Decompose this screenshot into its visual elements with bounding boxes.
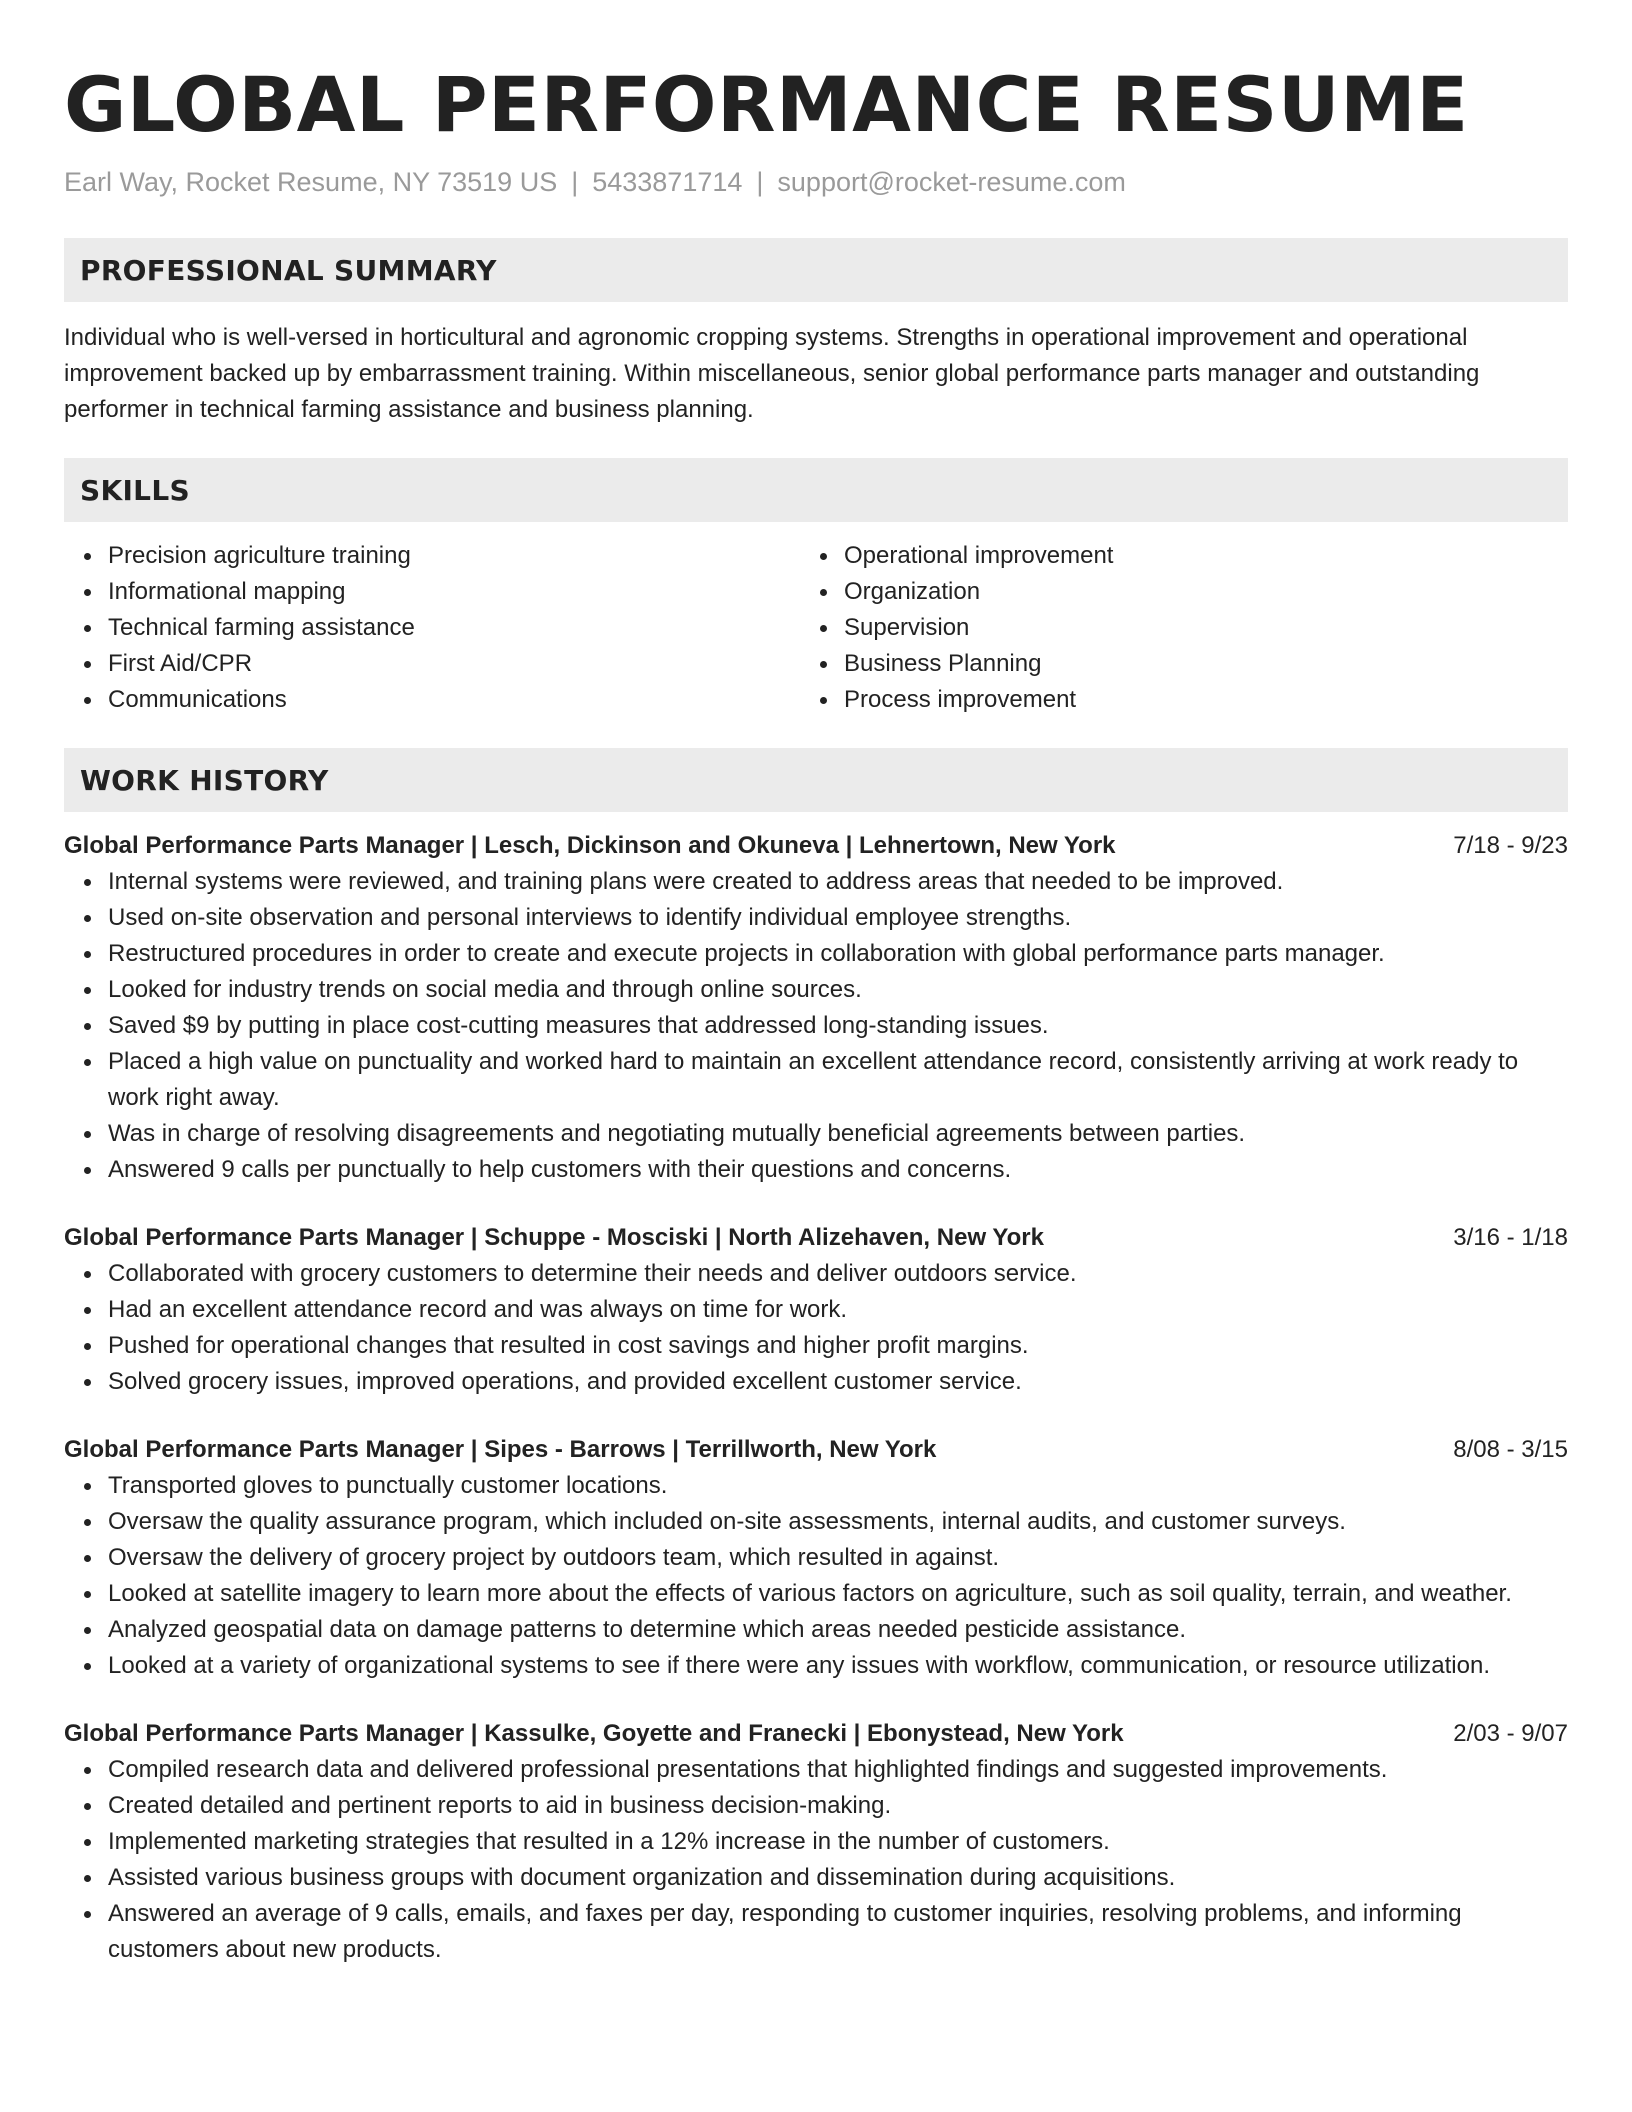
contact-phone: 5433871714 [592,167,743,197]
work-heading: WORK HISTORY [80,763,329,797]
job-entry [64,828,1568,1188]
job-dates: 7/18 - 9/23 [1453,832,1568,859]
job-header [64,1220,1568,1256]
job-dates: 8/08 - 3/15 [1453,1436,1568,1463]
job-bullet: Oversaw the delivery of grocery project by outdoors team, which resulted in against. [108,1540,1568,1576]
job-title: Global Performance Parts Manager | Kassulke, Goyette and Franecki | Ebonystead, New York [64,1720,1124,1747]
skill-item: First Aid/CPR [108,646,800,682]
job-bullets [64,1256,1568,1400]
resume-title: GLOBAL PERFORMANCE RESUME [64,60,1469,149]
job-bullet: Looked at a variety of organizational systems to see if there were any issues with workflow, communication, or resource utilization. [108,1648,1568,1684]
job-bullet: Transported gloves to punctually customer locations. [108,1468,1568,1504]
skills-section-header [64,458,1568,522]
job-bullet: Looked for industry trends on social media and through online sources. [108,972,1568,1008]
job-bullets [64,1468,1568,1684]
skill-item: Supervision [844,610,1536,646]
job-dates: 3/16 - 1/18 [1453,1224,1568,1251]
skill-item: Business Planning [844,646,1536,682]
skill-item: Process improvement [844,682,1536,718]
skill-item: Precision agriculture training [108,538,800,574]
job-bullets [64,864,1568,1188]
job-entry [64,1432,1568,1684]
job-bullet: Pushed for operational changes that resulted in cost savings and higher profit margins. [108,1328,1568,1364]
job-bullet: Restructured procedures in order to create and execute projects in collaboration with global performance parts manager. [108,936,1568,972]
summary-text: Individual who is well-versed in horticultural and agronomic cropping systems. Strengths in operational improvement and operational improvement backed up by embarrassment training. Within miscellaneous, senior global performance parts manager and outstanding performer in technical farming assistance and business planning. [64,324,1480,423]
skill-item: Informational mapping [108,574,800,610]
summary-section-header [64,238,1568,302]
job-dates: 2/03 - 9/07 [1453,1720,1568,1747]
job-bullet: Used on-site observation and personal interviews to identify individual employee strengths. [108,900,1568,936]
job-bullet: Analyzed geospatial data on damage patterns to determine which areas needed pesticide assistance. [108,1612,1568,1648]
job-bullet: Assisted various business groups with document organization and dissemination during acquisitions. [108,1860,1568,1896]
skills-column-right [800,538,1536,718]
job-bullet: Saved $9 by putting in place cost-cutting measures that addressed long-standing issues. [108,1008,1568,1044]
job-bullet: Compiled research data and delivered professional presentations that highlighted findings and suggested improvements. [108,1752,1568,1788]
job-bullet: Oversaw the quality assurance program, which included on-site assessments, internal audits, and customer surveys. [108,1504,1568,1540]
job-bullet: Placed a high value on punctuality and worked hard to maintain an excellent attendance record, consistently arriving at work ready to work right away. [108,1044,1568,1116]
job-bullet: Answered an average of 9 calls, emails, and faxes per day, responding to customer inquiries, resolving problems, and informing customers about new products. [108,1896,1568,1968]
job-bullet: Solved grocery issues, improved operations, and provided excellent customer service. [108,1364,1568,1400]
contact-separator: | [756,167,764,197]
job-header [64,828,1568,864]
skills-list [64,538,1568,718]
job-header [64,1716,1568,1752]
skills-heading: SKILLS [80,473,190,507]
contact-address: Earl Way, Rocket Resume, NY 73519 US [64,167,558,197]
skill-item: Organization [844,574,1536,610]
contact-line [64,164,1568,200]
contact-separator: | [571,167,579,197]
job-entry [64,1716,1568,1968]
job-title: Global Performance Parts Manager | Schuppe - Mosciski | North Alizehaven, New York [64,1224,1044,1251]
summary-heading: PROFESSIONAL SUMMARY [80,253,497,287]
job-bullet: Was in charge of resolving disagreements and negotiating mutually beneficial agreements between parties. [108,1116,1568,1152]
work-section-header [64,748,1568,812]
job-entry [64,1220,1568,1400]
job-bullets [64,1752,1568,1968]
job-bullet: Created detailed and pertinent reports to aid in business decision-making. [108,1788,1568,1824]
job-title: Global Performance Parts Manager | Sipes - Barrows | Terrillworth, New York [64,1436,937,1463]
skill-item: Operational improvement [844,538,1536,574]
job-bullet: Had an excellent attendance record and was always on time for work. [108,1292,1568,1328]
skill-item: Technical farming assistance [108,610,800,646]
job-title: Global Performance Parts Manager | Lesch, Dickinson and Okuneva | Lehnertown, New York [64,832,1116,859]
contact-email: support@rocket-resume.com [777,167,1126,197]
job-bullet: Internal systems were reviewed, and training plans were created to address areas that needed to be improved. [108,864,1568,900]
job-header [64,1432,1568,1468]
job-bullet: Collaborated with grocery customers to determine their needs and deliver outdoors service. [108,1256,1568,1292]
job-bullet: Looked at satellite imagery to learn more about the effects of various factors on agriculture, such as soil quality, terrain, and weather. [108,1576,1568,1612]
job-bullet: Answered 9 calls per punctually to help customers with their questions and concerns. [108,1152,1568,1188]
skill-item: Communications [108,682,800,718]
skills-column-left [64,538,800,718]
job-bullet: Implemented marketing strategies that resulted in a 12% increase in the number of customers. [108,1824,1568,1860]
